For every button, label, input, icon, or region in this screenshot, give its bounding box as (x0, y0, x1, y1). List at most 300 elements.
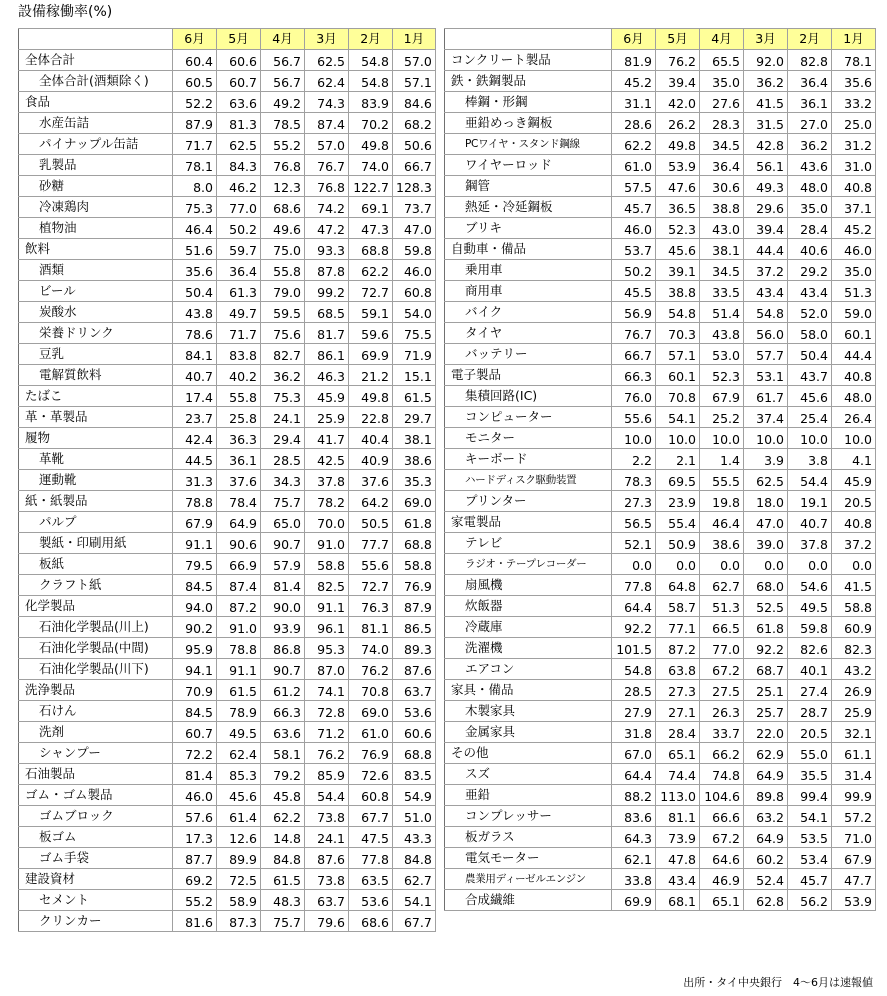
rate-cell: 62.7 (700, 575, 744, 596)
rate-cell: 84.5 (173, 575, 217, 596)
rate-cell: 82.7 (261, 344, 305, 365)
rate-cell: 46.3 (305, 365, 349, 386)
rate-cell: 75.3 (173, 197, 217, 218)
rate-cell: 54.8 (349, 71, 393, 92)
row-label: 電解質飲料 (19, 365, 173, 386)
rate-cell: 17.3 (173, 827, 217, 848)
item-row (445, 785, 876, 806)
rate-cell: 46.0 (393, 260, 436, 281)
rate-cell: 27.0 (788, 113, 832, 134)
rate-cell: 61.0 (349, 722, 393, 743)
row-label: 亜鉛 (445, 785, 612, 806)
rate-cell: 69.5 (656, 470, 700, 491)
item-row (19, 302, 436, 323)
rate-cell: 90.6 (217, 533, 261, 554)
rate-cell: 49.8 (349, 386, 393, 407)
item-row (19, 806, 436, 827)
month-header: 5月 (217, 29, 261, 50)
rate-cell: 83.8 (217, 344, 261, 365)
rate-cell: 62.9 (744, 743, 788, 764)
row-label: コンクリート製品 (445, 50, 612, 71)
rate-cell: 68.8 (349, 239, 393, 260)
rate-cell: 86.1 (305, 344, 349, 365)
rate-cell: 122.7 (349, 176, 393, 197)
item-row (445, 596, 876, 617)
rate-cell: 47.2 (305, 218, 349, 239)
rate-cell: 36.4 (788, 71, 832, 92)
rate-cell: 70.2 (349, 113, 393, 134)
rate-cell: 45.8 (261, 785, 305, 806)
row-label: 自動車・備品 (445, 239, 612, 260)
rate-cell: 3.8 (788, 449, 832, 470)
row-label: 家電製品 (445, 512, 612, 533)
item-row (445, 890, 876, 911)
rate-cell: 43.4 (656, 869, 700, 890)
row-label: たばこ (19, 386, 173, 407)
rate-cell: 25.4 (788, 407, 832, 428)
rate-cell: 128.3 (393, 176, 436, 197)
rate-cell: 96.1 (305, 617, 349, 638)
item-row (445, 533, 876, 554)
rate-cell: 90.7 (261, 659, 305, 680)
category-row (19, 407, 436, 428)
rate-cell: 43.0 (700, 218, 744, 239)
rate-cell: 57.5 (612, 176, 656, 197)
rate-cell: 89.9 (217, 848, 261, 869)
rate-cell: 54.1 (393, 890, 436, 911)
rate-cell: 78.1 (832, 50, 876, 71)
rate-cell: 60.4 (173, 50, 217, 71)
rate-cell: 24.1 (261, 407, 305, 428)
rate-cell: 64.9 (744, 827, 788, 848)
rate-cell: 67.9 (700, 386, 744, 407)
rate-cell: 82.6 (788, 638, 832, 659)
row-label: 鋼管 (445, 176, 612, 197)
rate-cell: 48.0 (832, 386, 876, 407)
rate-cell: 72.6 (349, 764, 393, 785)
rate-cell: 28.3 (700, 113, 744, 134)
row-label: 熱延・冷延鋼板 (445, 197, 612, 218)
rate-cell: 2.2 (612, 449, 656, 470)
month-header: 2月 (349, 29, 393, 50)
rate-cell: 66.6 (700, 806, 744, 827)
row-label: ゴム・ゴム製品 (19, 785, 173, 806)
rate-cell: 46.4 (700, 512, 744, 533)
rate-cell: 83.5 (393, 764, 436, 785)
rate-cell: 81.3 (217, 113, 261, 134)
left-utilization-table (18, 28, 436, 932)
category-row (19, 491, 436, 512)
rate-cell: 77.0 (700, 638, 744, 659)
rate-cell: 17.4 (173, 386, 217, 407)
rate-cell: 45.2 (832, 218, 876, 239)
item-row (19, 743, 436, 764)
row-label: 全体合計(酒類除く) (19, 71, 173, 92)
rate-cell: 64.9 (217, 512, 261, 533)
row-label: 砂糖 (19, 176, 173, 197)
rate-cell: 29.2 (788, 260, 832, 281)
rate-cell: 86.8 (261, 638, 305, 659)
rate-cell: 39.0 (744, 533, 788, 554)
rate-cell: 54.9 (393, 785, 436, 806)
rate-cell: 81.9 (612, 50, 656, 71)
category-row (19, 785, 436, 806)
rate-cell: 59.7 (217, 239, 261, 260)
item-row (19, 344, 436, 365)
rate-cell: 58.7 (656, 596, 700, 617)
rate-cell: 40.6 (788, 239, 832, 260)
rate-cell: 78.6 (173, 323, 217, 344)
rate-cell: 62.5 (744, 470, 788, 491)
rate-cell: 81.7 (305, 323, 349, 344)
rate-cell: 82.5 (305, 575, 349, 596)
item-row (19, 512, 436, 533)
category-row (445, 680, 876, 701)
rate-cell: 47.6 (656, 176, 700, 197)
rate-cell: 68.1 (656, 890, 700, 911)
rate-cell: 67.0 (612, 743, 656, 764)
rate-cell: 46.0 (832, 239, 876, 260)
rate-cell: 35.3 (393, 470, 436, 491)
rate-cell: 39.1 (656, 260, 700, 281)
rate-cell: 91.1 (173, 533, 217, 554)
rate-cell: 40.9 (349, 449, 393, 470)
source-note: 出所・タイ中央銀行 4～6月は速報値 (683, 976, 873, 989)
rate-cell: 88.2 (612, 785, 656, 806)
rate-cell: 31.3 (173, 470, 217, 491)
rate-cell: 65.1 (656, 743, 700, 764)
row-label: 乳製品 (19, 155, 173, 176)
rate-cell: 58.0 (788, 323, 832, 344)
rate-cell: 52.3 (700, 365, 744, 386)
row-label: キーボード (445, 449, 612, 470)
rate-cell: 78.4 (217, 491, 261, 512)
rate-cell: 94.0 (173, 596, 217, 617)
rate-cell: 55.5 (700, 470, 744, 491)
rate-cell: 45.7 (788, 869, 832, 890)
row-label: パイナップル缶詰 (19, 134, 173, 155)
rate-cell: 23.9 (656, 491, 700, 512)
month-header: 1月 (393, 29, 436, 50)
rate-cell: 64.3 (612, 827, 656, 848)
item-row (445, 155, 876, 176)
rate-cell: 71.9 (393, 344, 436, 365)
rate-cell: 39.4 (656, 71, 700, 92)
rate-cell: 71.7 (173, 134, 217, 155)
rate-cell: 0.0 (788, 554, 832, 575)
rate-cell: 63.6 (261, 722, 305, 743)
rate-cell: 90.2 (173, 617, 217, 638)
rate-cell: 60.6 (217, 50, 261, 71)
rate-cell: 52.1 (612, 533, 656, 554)
row-label: 亜鉛めっき鋼板 (445, 113, 612, 134)
rate-cell: 77.1 (656, 617, 700, 638)
item-row (19, 470, 436, 491)
rate-cell: 36.2 (744, 71, 788, 92)
item-row (445, 176, 876, 197)
row-label: 洗浄製品 (19, 680, 173, 701)
rate-cell: 42.0 (656, 92, 700, 113)
rate-cell: 44.5 (173, 449, 217, 470)
category-row (445, 512, 876, 533)
rate-cell: 82.3 (832, 638, 876, 659)
rate-cell: 68.2 (393, 113, 436, 134)
rate-cell: 25.2 (700, 407, 744, 428)
rate-cell: 42.8 (744, 134, 788, 155)
rate-cell: 0.0 (744, 554, 788, 575)
rate-cell: 62.2 (261, 806, 305, 827)
rate-cell: 18.0 (744, 491, 788, 512)
rate-cell: 25.1 (744, 680, 788, 701)
category-row (19, 92, 436, 113)
rate-cell: 25.9 (305, 407, 349, 428)
rate-cell: 38.1 (393, 428, 436, 449)
rate-cell: 1.4 (700, 449, 744, 470)
row-label: 扇風機 (445, 575, 612, 596)
row-label: 酒類 (19, 260, 173, 281)
rate-cell: 63.5 (349, 869, 393, 890)
row-label: ビール (19, 281, 173, 302)
rate-cell: 37.2 (744, 260, 788, 281)
item-row (445, 428, 876, 449)
rate-cell: 8.0 (173, 176, 217, 197)
rate-cell: 31.8 (612, 722, 656, 743)
rate-cell: 15.1 (393, 365, 436, 386)
rate-cell: 61.5 (393, 386, 436, 407)
item-row (445, 344, 876, 365)
item-row (445, 470, 876, 491)
rate-cell: 37.8 (305, 470, 349, 491)
row-label: 木製家具 (445, 701, 612, 722)
category-row (19, 386, 436, 407)
rate-cell: 68.8 (393, 533, 436, 554)
item-row (19, 197, 436, 218)
rate-cell: 56.7 (261, 50, 305, 71)
rate-cell: 76.2 (349, 659, 393, 680)
rate-cell: 69.0 (349, 701, 393, 722)
rate-cell: 75.3 (261, 386, 305, 407)
item-row (19, 848, 436, 869)
rate-cell: 57.1 (656, 344, 700, 365)
rate-cell: 66.3 (261, 701, 305, 722)
rate-cell: 65.1 (700, 890, 744, 911)
item-row (19, 176, 436, 197)
row-label: ゴム手袋 (19, 848, 173, 869)
rate-cell: 93.9 (261, 617, 305, 638)
rate-cell: 26.9 (832, 680, 876, 701)
rate-cell: 77.7 (349, 533, 393, 554)
item-row (19, 575, 436, 596)
rate-cell: 79.6 (305, 911, 349, 932)
rate-cell: 38.8 (700, 197, 744, 218)
rate-cell: 35.0 (832, 260, 876, 281)
rate-cell: 45.5 (612, 281, 656, 302)
row-label: 石けん (19, 701, 173, 722)
rate-cell: 28.6 (612, 113, 656, 134)
rate-cell: 53.6 (393, 701, 436, 722)
item-row (445, 386, 876, 407)
month-header: 4月 (700, 29, 744, 50)
rate-cell: 22.8 (349, 407, 393, 428)
rate-cell: 36.2 (788, 134, 832, 155)
rate-cell: 68.6 (261, 197, 305, 218)
rate-cell: 35.0 (700, 71, 744, 92)
rate-cell: 53.7 (612, 239, 656, 260)
rate-cell: 43.8 (700, 323, 744, 344)
rate-cell: 62.5 (305, 50, 349, 71)
row-label: その他 (445, 743, 612, 764)
rate-cell: 46.0 (173, 785, 217, 806)
rate-cell: 53.4 (788, 848, 832, 869)
rate-cell: 90.0 (261, 596, 305, 617)
rate-cell: 47.8 (656, 848, 700, 869)
rate-cell: 60.9 (832, 617, 876, 638)
row-label: 建設資材 (19, 869, 173, 890)
rate-cell: 62.1 (612, 848, 656, 869)
rate-cell: 53.1 (744, 365, 788, 386)
rate-cell: 49.3 (744, 176, 788, 197)
rate-cell: 91.1 (305, 596, 349, 617)
rate-cell: 35.6 (832, 71, 876, 92)
rate-cell: 31.5 (744, 113, 788, 134)
rate-cell: 95.9 (173, 638, 217, 659)
rate-cell: 87.7 (173, 848, 217, 869)
rate-cell: 77.8 (612, 575, 656, 596)
rate-cell: 50.4 (173, 281, 217, 302)
rate-cell: 37.1 (832, 197, 876, 218)
item-row (19, 155, 436, 176)
rate-cell: 36.4 (700, 155, 744, 176)
rate-cell: 66.7 (393, 155, 436, 176)
rate-cell: 68.0 (744, 575, 788, 596)
rate-cell: 87.2 (217, 596, 261, 617)
rate-cell: 82.8 (788, 50, 832, 71)
rate-cell: 77.8 (349, 848, 393, 869)
rate-cell: 76.7 (612, 323, 656, 344)
item-row (445, 134, 876, 155)
rate-cell: 62.2 (349, 260, 393, 281)
rate-cell: 28.7 (788, 701, 832, 722)
rate-cell: 37.6 (217, 470, 261, 491)
rate-cell: 38.6 (700, 533, 744, 554)
rate-cell: 69.2 (173, 869, 217, 890)
rate-cell: 47.0 (744, 512, 788, 533)
rate-cell: 72.7 (349, 575, 393, 596)
item-row (445, 449, 876, 470)
rate-cell: 55.0 (788, 743, 832, 764)
rate-cell: 33.8 (612, 869, 656, 890)
item-row (445, 806, 876, 827)
rate-cell: 63.7 (393, 680, 436, 701)
row-label: パルプ (19, 512, 173, 533)
rate-cell: 31.2 (832, 134, 876, 155)
row-label: クリンカー (19, 911, 173, 932)
row-label: コンピューター (445, 407, 612, 428)
row-label: 紙・紙製品 (19, 491, 173, 512)
rate-cell: 36.1 (788, 92, 832, 113)
rate-cell: 10.0 (788, 428, 832, 449)
rate-cell: 78.1 (173, 155, 217, 176)
rate-cell: 54.1 (788, 806, 832, 827)
row-label: ラジオ・テープレコーダー (445, 554, 612, 575)
row-label: ハードディスク駆動装置 (445, 470, 612, 491)
rate-cell: 10.0 (744, 428, 788, 449)
rate-cell: 45.2 (612, 71, 656, 92)
month-header: 1月 (832, 29, 876, 50)
rate-cell: 90.7 (261, 533, 305, 554)
item-row (445, 764, 876, 785)
item-row (445, 659, 876, 680)
rate-cell: 53.9 (656, 155, 700, 176)
rate-cell: 44.4 (832, 344, 876, 365)
rate-cell: 50.4 (788, 344, 832, 365)
rate-cell: 28.4 (656, 722, 700, 743)
rate-cell: 27.6 (700, 92, 744, 113)
rate-cell: 75.0 (261, 239, 305, 260)
rate-cell: 27.3 (612, 491, 656, 512)
rate-cell: 54.8 (744, 302, 788, 323)
item-row (19, 890, 436, 911)
rate-cell: 84.5 (173, 701, 217, 722)
category-row (19, 428, 436, 449)
rate-cell: 56.5 (612, 512, 656, 533)
rate-cell: 61.8 (393, 512, 436, 533)
row-label: モニター (445, 428, 612, 449)
item-row (445, 407, 876, 428)
rate-cell: 54.8 (612, 659, 656, 680)
rate-cell: 37.8 (788, 533, 832, 554)
row-label: 電気モーター (445, 848, 612, 869)
rate-cell: 63.2 (744, 806, 788, 827)
rate-cell: 43.2 (832, 659, 876, 680)
rate-cell: 10.0 (612, 428, 656, 449)
rate-cell: 72.8 (305, 701, 349, 722)
rate-cell: 40.8 (832, 512, 876, 533)
rate-cell: 45.9 (305, 386, 349, 407)
row-label: 石油化学製品(川下) (19, 659, 173, 680)
rate-cell: 38.1 (700, 239, 744, 260)
row-label: 豆乳 (19, 344, 173, 365)
row-label: 冷蔵庫 (445, 617, 612, 638)
category-row (19, 680, 436, 701)
rate-cell: 61.1 (832, 743, 876, 764)
rate-cell: 55.8 (217, 386, 261, 407)
rate-cell: 39.4 (744, 218, 788, 239)
rate-cell: 10.0 (656, 428, 700, 449)
row-label: コンプレッサー (445, 806, 612, 827)
item-row (445, 701, 876, 722)
rate-cell: 99.4 (788, 785, 832, 806)
rate-cell: 64.8 (656, 575, 700, 596)
rate-cell: 26.3 (700, 701, 744, 722)
rate-cell: 55.2 (261, 134, 305, 155)
rate-cell: 33.5 (700, 281, 744, 302)
item-row (19, 554, 436, 575)
rate-cell: 87.9 (393, 596, 436, 617)
rate-cell: 61.2 (261, 680, 305, 701)
rate-cell: 54.8 (349, 50, 393, 71)
header-row (445, 29, 876, 50)
header-corner (445, 29, 612, 50)
rate-cell: 41.5 (832, 575, 876, 596)
rate-cell: 70.0 (305, 512, 349, 533)
item-row (445, 302, 876, 323)
rate-cell: 49.5 (788, 596, 832, 617)
page-title: 設備稼働率(%) (18, 4, 113, 20)
rate-cell: 85.3 (217, 764, 261, 785)
rate-cell: 57.0 (393, 50, 436, 71)
rate-cell: 68.7 (744, 659, 788, 680)
